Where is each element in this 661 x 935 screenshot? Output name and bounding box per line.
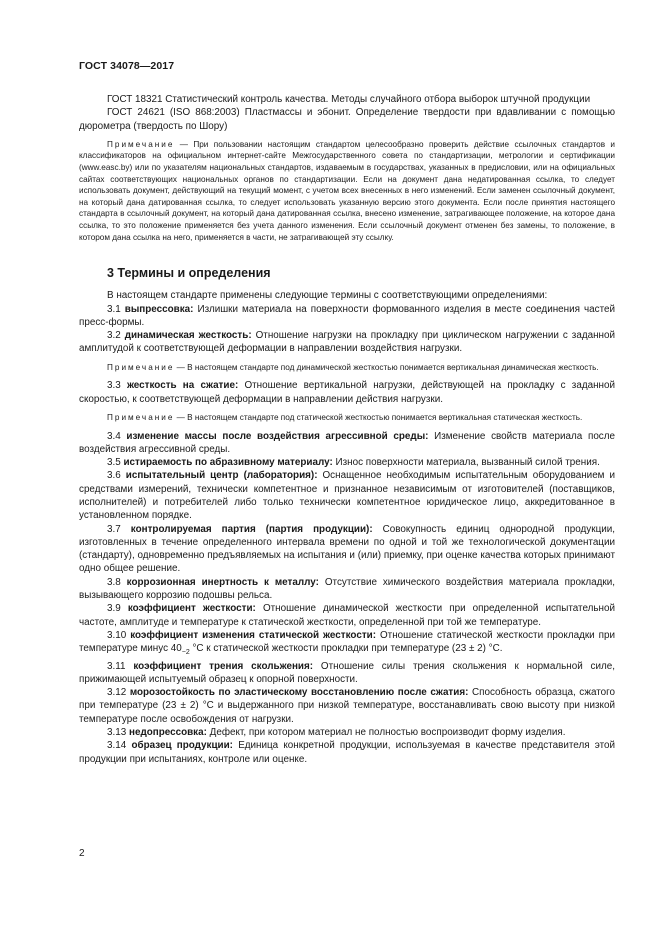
- term-3-9: 3.9 коэффициент жесткости: Отношение динамической жесткости при определенной испытательной частоте, амплитуде и температуре к статической жесткости, определенной при той же температуре.: [79, 603, 615, 628]
- term-3-11: 3.11 коэффициент трения скольжения: Отношение силы трения скольжения к нормальной силе, прижимающей испытуемый образец к опорной поверхности.: [79, 660, 616, 685]
- term-3-1: 3.1 выпрессовка: Излишки материала на поверхности формованного изделия в месте соединения частей пресс-формы.: [79, 303, 615, 328]
- term-3-5: 3.5 истираемость по абразивному материалу: Износ поверхности материала, вызванный силой трения.: [107, 457, 600, 469]
- term-3-7: 3.7 контролируемая партия (партия продукции): Совокупность единиц однородной продукции, изготовленных в течение определенного интервала времени по одной и той же технологической документации (стандарту), одновременно предъявляемых на испытания и (или) приемку, при оценке качества которых принимают одно общее решение.: [79, 523, 615, 575]
- term-3-12: 3.12 морозостойкость по эластическому восстановлению после сжатия: Способность образца, сжатого при температуре (23 ± 2) °С и выдержанного при низкой температуре, восстанавливать свою высоту при низкой температуре после освобождения от нагрузки.: [79, 687, 616, 725]
- page-number: 2: [79, 848, 85, 859]
- term-3-2: 3.2 динамическая жесткость: Отношение нагрузки на прокладку при циклическом нагружении с заданной амплитудой к соответствующей деформации в направлении воздействия нагрузки.: [79, 330, 615, 355]
- note-dynamic-stiffness: Примечание — В настоящем стандарте под динамической жесткостью понимается вертикальная динамическая жесткость.: [107, 362, 599, 372]
- document-header: ГОСТ 34078—2017: [79, 60, 175, 72]
- term-3-13: 3.13 недопрессовка: Дефект, при котором материал не полностью воспроизводит форму изделия.: [107, 727, 566, 738]
- term-3-14: 3.14 образец продукции: Единица конкретной продукции, используемая в качестве представителя этой продукции при испытаниях, контроле или оценке.: [79, 740, 615, 765]
- section-title: 3 Термины и определения: [107, 266, 271, 281]
- reference-gost-24621: ГОСТ 24621 (ISO 868:2003) Пластмассы и эбонит. Определение твердости при вдавливании с помощью дюрометра (твердость по Шору): [79, 107, 615, 132]
- document-body: [79, 93, 615, 766]
- term-3-4: 3.4 изменение массы после воздействия агрессивной среды: Изменение свойств материала после воздействия агрессивной среды.: [79, 430, 615, 455]
- note-label: Примечание: [107, 139, 175, 149]
- term-3-10: 3.10 коэффициент изменения статической жесткости: Отношение статической жесткости прокладки при температуре минус $40_{-2}$ °С к статической жесткости прокладки при температуре (23 ± 2) °С.: [79, 629, 615, 657]
- section-intro: В настоящем стандарте применены следующие термины с соответствующими определениями:: [107, 290, 548, 302]
- reference-gost-18321: ГОСТ 18321 Статистический контроль качества. Методы случайного отбора выборок штучной продукции: [107, 94, 591, 105]
- term-3-6: 3.6 испытательный центр (лаборатория): Оснащенное необходимым испытательным оборудованием и средствами измерений, технически компетентное и признанное независимым от изготовителей (поставщиков, исполнителей) и потребителей либо только технически компетентное юридическое лицо, аккредитованное в установленном порядке.: [79, 470, 615, 522]
- note-static-stiffness: Примечание — В настоящем стандарте под статической жесткостью понимается вертикальная статическая жесткость.: [107, 412, 583, 422]
- note-text: При пользовании настоящим стандартом целесообразно проверить действие ссылочных стандартов и классификаторов на официальном интернет-сайте Межгосударственного совета по стандартизации, метрологии и сертификации (www.easc.by) или по указателям национальных стандартов, издаваемым в государствах, указанных в предисловии, или на официальных сайтах соответствующих национальных органов по стандартизации. Если на документ дана недатированная ссылка, то следует использовать документ, действующий на текущий момент, с учетом всех внесенных в него изменений. Если заменен ссылочный документ, на который дана датированная ссылка, то следует использовать указанную версию этого документа. Если после принятия настоящего стандарта в ссылочный документ, на который дана датированная ссылка, внесено изменение, затрагивающее положение, на которое дана ссылка, то это положение применяется без учета данного изменения. Если ссылочный документ отменен без замены, то положение, в котором дана ссылка на него, применяется в части, не затрагивающей эту ссылку.: [79, 139, 615, 242]
- reference-note: Примечание — При пользовании настоящим стандартом целесообразно проверить действие ссылочных стандартов и классификаторов на официальном интернет-сайте Межгосударственного совета по стандартизации, метрологии и сертификации (www.easc.by) или по указателям национальных стандартов, издаваемым в государствах, указанных в предисловии, или на официальных сайтах соответствующих национальных органов по стандартизации. Если на документ дана недатированная ссылка, то следует использовать документ, действующий на текущий момент, с учетом всех внесенных в него изменений. Если заменен ссылочный документ, на который дана датированная ссылка, то следует использовать указанную версию этого документа. Если после принятия настоящего стандарта в ссылочный документ, на который дана датированная ссылка, внесено изменение, затрагивающее положение, на которое дана ссылка, то это положение применяется без учета данного изменения. Если ссылочный документ отменен без замены, то положение, в котором дана ссылка на него, применяется в части, не затрагивающей эту ссылку.: [79, 139, 615, 242]
- term-3-8: 3.8 коррозионная инертность к металлу: Отсутствие химического воздействия материала прокладки, вызывающего коррозию подошвы рельса.: [79, 576, 615, 602]
- term-3-3: 3.3 жесткость на сжатие: Отношение вертикальной нагрузки, действующей на прокладку с заданной скоростью, к соответствующей деформации в направлении действия нагрузки.: [79, 380, 615, 405]
